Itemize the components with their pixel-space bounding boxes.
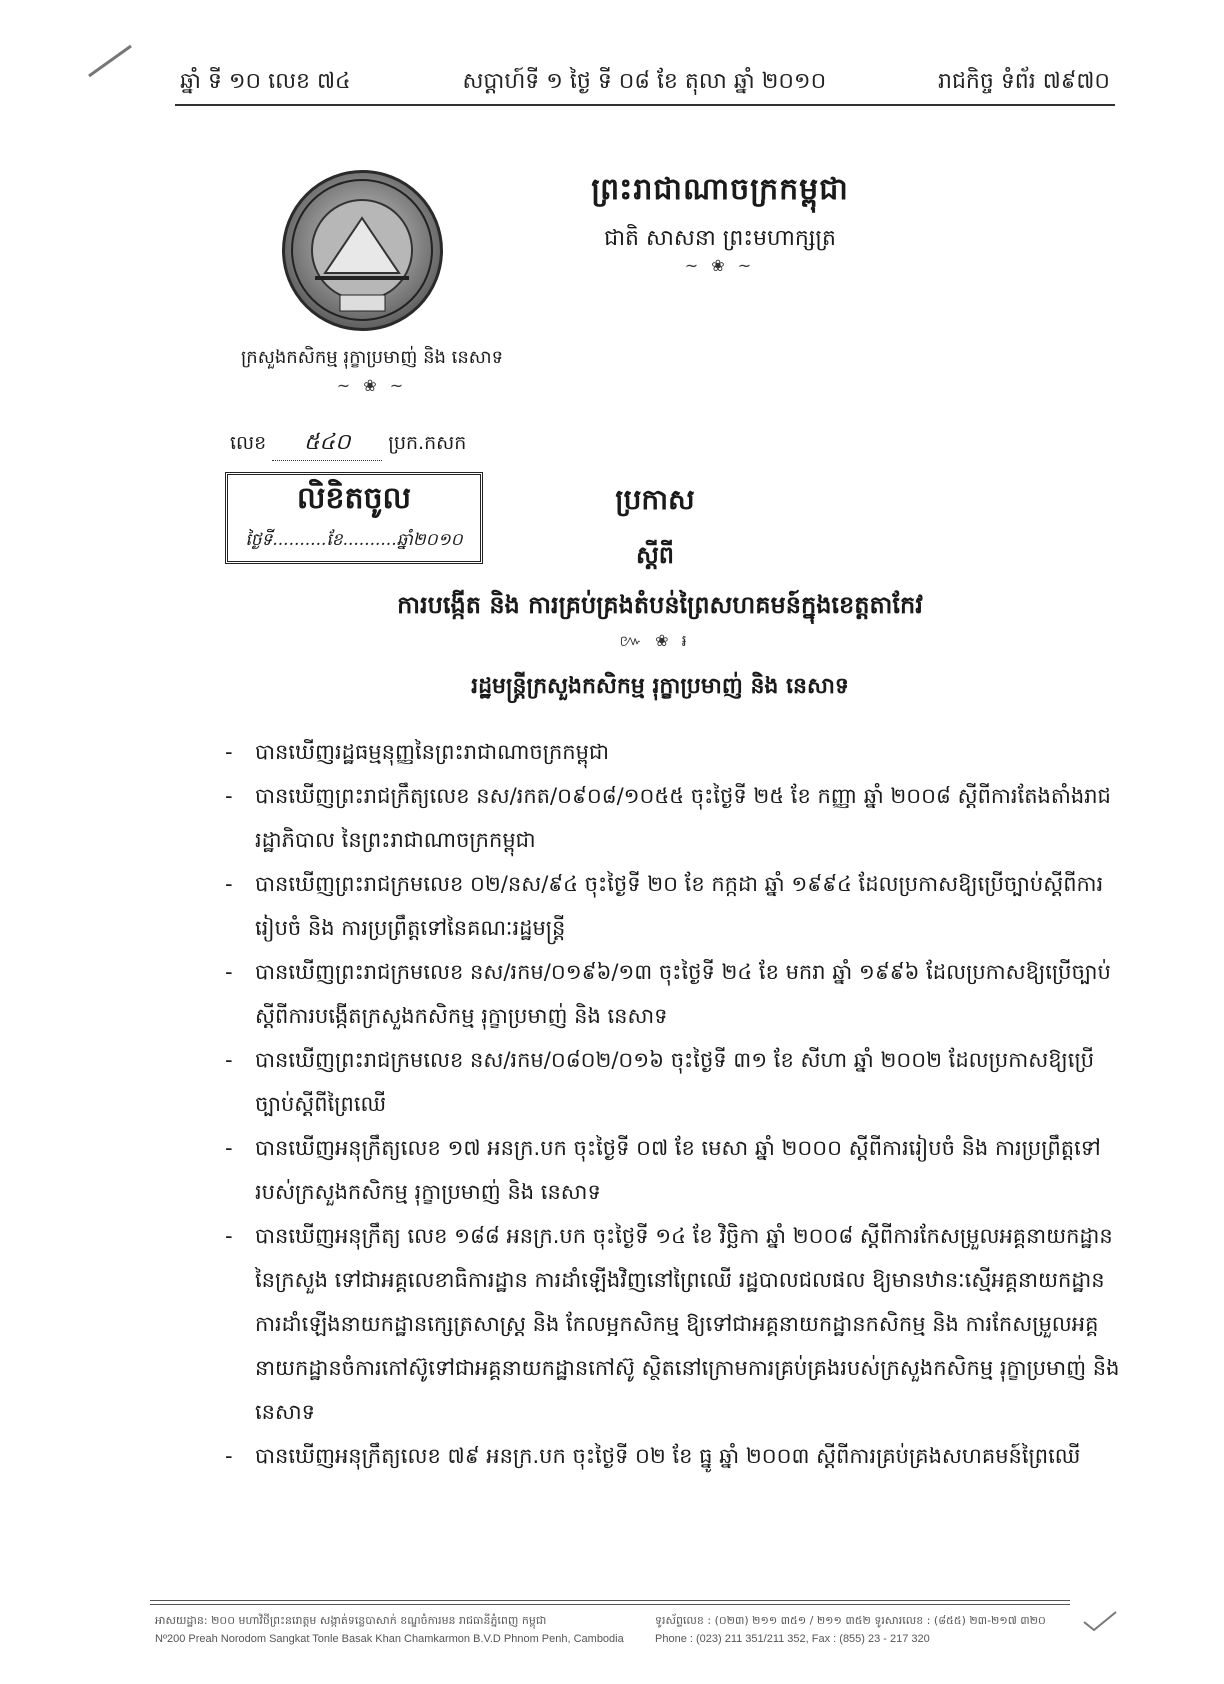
incoming-letter-stamp [225, 472, 483, 564]
list-item: - បានឃើញរដ្ឋធម្មនុញ្ញនៃព្រះរាជាណាចក្រកម្ពុជា [225, 740, 609, 764]
document-subject: ការបង្កើត និង ការគ្រប់គ្រងតំបន់ព្រៃសហគមន៍ក្នុងខេត្តតាកែវ [397, 591, 923, 619]
ministry-name: ក្រសួងកសិកម្ម រុក្ខាប្រមាញ់ និង នេសាទ [240, 347, 504, 368]
ministry-seal-emblem [282, 170, 443, 331]
stamp-title: លិខិតចូល [296, 481, 412, 516]
footer-divider [150, 1604, 1070, 1605]
list-item: - បានឃើញអនុក្រឹត្យ លេខ ១៨៨ អនក្រ.បក ចុះថ្ងៃទី ១៤ ខែ វិច្ឆិកា ឆ្នាំ ២០០៨ ស្តីពីការកែសម្រួលអគ្គនាយកដ្ឋាននៃក្រសួង ទៅជាអគ្គលេខាធិការដ្ឋាន ការដាំឡើងវិញនៅព្រៃឈើ រដ្ឋបាលជលផល ឱ្យមានឋានៈស្មើអគ្គនាយកដ្ឋាន ការដាំឡើងនាយកដ្ឋានក្សេត្រសាស្ត្រ និង កែលម្អកសិកម្ម ឱ្យទៅជាអគ្គនាយកដ្ឋានកសិកម្ម និង ការកែសម្រួលអគ្គនាយកដ្ឋានចំការកៅស៊ូទៅជាអគ្គនាយកដ្ឋានកៅស៊ូ ស្ថិតនៅក្រោមការគ្រប់គ្រងរបស់ក្រសួងកសិកម្ម រុក្ខាប្រមាញ់ និង នេសាទ [225, 1224, 1120, 1424]
kingdom-heading [560, 170, 880, 275]
footer-address [155, 1612, 635, 1648]
footer-divider [150, 1600, 1070, 1601]
gazette-date: សប្តាហ៍ទី ១ ថ្ងៃ ទី ០៨ ខែ តុលា ឆ្នាំ ២០១០ [462, 69, 827, 94]
ornament-divider: ~ ❀ ~ [336, 376, 408, 395]
ref-number-handwritten: ៥៤០ [272, 428, 382, 461]
address-english: Nº200 Preah Norodom Sangkat Tonle Basak Khan Chamkarmon B.V.D Phnom Penh, Cambodia [155, 1633, 624, 1645]
list-item: - បានឃើញព្រះរាជក្រមលេខ ០២/នស/៩៤ ចុះថ្ងៃទី ២០ ខែ កក្កដា ឆ្នាំ ១៩៩៤ ដែលប្រកាសឱ្យប្រើច្បាប់ស្តីពីការរៀបចំ និង ការប្រព្រឹត្តទៅនៃគណៈរដ្ឋមន្ត្រី [225, 872, 1104, 940]
ref-prefix: លេខ [230, 432, 267, 454]
preamble-clauses [225, 730, 1125, 1478]
stamp-date: ថ្ងៃទី..........ខែ..........ឆ្នាំ២០១០ [245, 530, 463, 550]
ministry-heading [222, 345, 522, 395]
concerning-label: ស្តីពី [635, 541, 675, 569]
list-item: - បានឃើញព្រះរាជក្រមលេខ នស/រកម/០៨០២/០១៦ ចុះថ្ងៃទី ៣១ ខែ សីហា ឆ្នាំ ២០០២ ដែលប្រកាសឱ្យប្រើច្បាប់ស្តីពីព្រៃឈើ [225, 1048, 1095, 1116]
gazette-issue: ឆ្នាំ ទី ១០ លេខ ៧៤ [180, 69, 351, 94]
document-type: ប្រកាស [615, 483, 695, 516]
header-divider [175, 104, 1115, 106]
list-item: - បានឃើញព្រះរាជក្រឹត្យលេខ នស/រកត/០៩០៨/១០៥៥ ចុះថ្ងៃទី ២៥ ខែ កញ្ញា ឆ្នាំ ២០០៨ ស្តីពីការតែងតាំងរាជរដ្ឋាភិបាល នៃព្រះរាជាណាចក្រកម្ពុជា [225, 784, 1111, 852]
gazette-header [180, 66, 1110, 100]
list-item: - បានឃើញព្រះរាជក្រមលេខ នស/រកម/០១៩៦/១៣ ចុះថ្ងៃទី ២៤ ខែ មករា ឆ្នាំ ១៩៩៦ ដែលប្រកាសឱ្យប្រើច្បាប់ស្តីពីការបង្កើតក្រសួងកសិកម្ម រុក្ខាប្រមាញ់ និង នេសាទ [225, 960, 1111, 1028]
ornament-divider: ៚ ❀ ៛ [619, 631, 691, 650]
kingdom-title: ព្រះរាជាណាចក្រកម្ពុជា [591, 172, 849, 207]
list-item: - បានឃើញអនុក្រឹត្យលេខ ៧៩ អនក្រ.បក ចុះថ្ងៃទី ០២ ខែ ធ្នូ ឆ្នាំ ២០០៣ ស្តីពីការគ្រប់គ្រងសហគមន៍ព្រៃឈើ [225, 1444, 1081, 1468]
national-motto: ជាតិ សាសនា ព្រះមហាក្សត្រ [604, 226, 836, 251]
phone-english: Phone : (023) 211 351/211 352, Fax : (855) 23 - 217 320 [655, 1633, 930, 1645]
ref-suffix: ប្រក.កសក [388, 432, 467, 454]
reference-number [230, 428, 466, 461]
list-item: - បានឃើញអនុក្រឹត្យលេខ ១៧ អនក្រ.បក ចុះថ្ងៃទី ០៧ ខែ មេសា ឆ្នាំ ២០០០ ស្តីពីការរៀបចំ និង ការប្រព្រឹត្តទៅរបស់ក្រសួងកសិកម្ម រុក្ខាប្រមាញ់ និង នេសាទ [225, 1136, 1101, 1204]
check-mark-icon [1080, 1608, 1120, 1634]
pen-stroke-mark [85, 40, 135, 80]
phone-khmer: ទូរស័ព្ទលេខ : (០២៣) ២១១ ៣៥១ / ២១១ ៣៥២ ទូរសារលេខ : (៨៥៥) ២៣-២១៧ ៣២០ [655, 1614, 1046, 1627]
address-khmer: អាសយដ្ឋាន: ២០០ មហាវិថីព្រះនរោត្តម សង្កាត់ទន្លេបាសាក់ ខណ្ឌចំការមន រាជធានីភ្នំពេញ កម្ពុជា [155, 1614, 547, 1627]
footer-contact [655, 1612, 1075, 1648]
footer [155, 1612, 1075, 1648]
issuing-authority: រដ្ឋមន្ត្រីក្រសួងកសិកម្ម រុក្ខាប្រមាញ់ និង នេសាទ [471, 674, 849, 699]
ornament-divider: ~ ❀ ~ [684, 256, 756, 275]
gazette-page-number: រាជកិច្ច ទំព័រ ៧៩៧០ [937, 69, 1110, 94]
